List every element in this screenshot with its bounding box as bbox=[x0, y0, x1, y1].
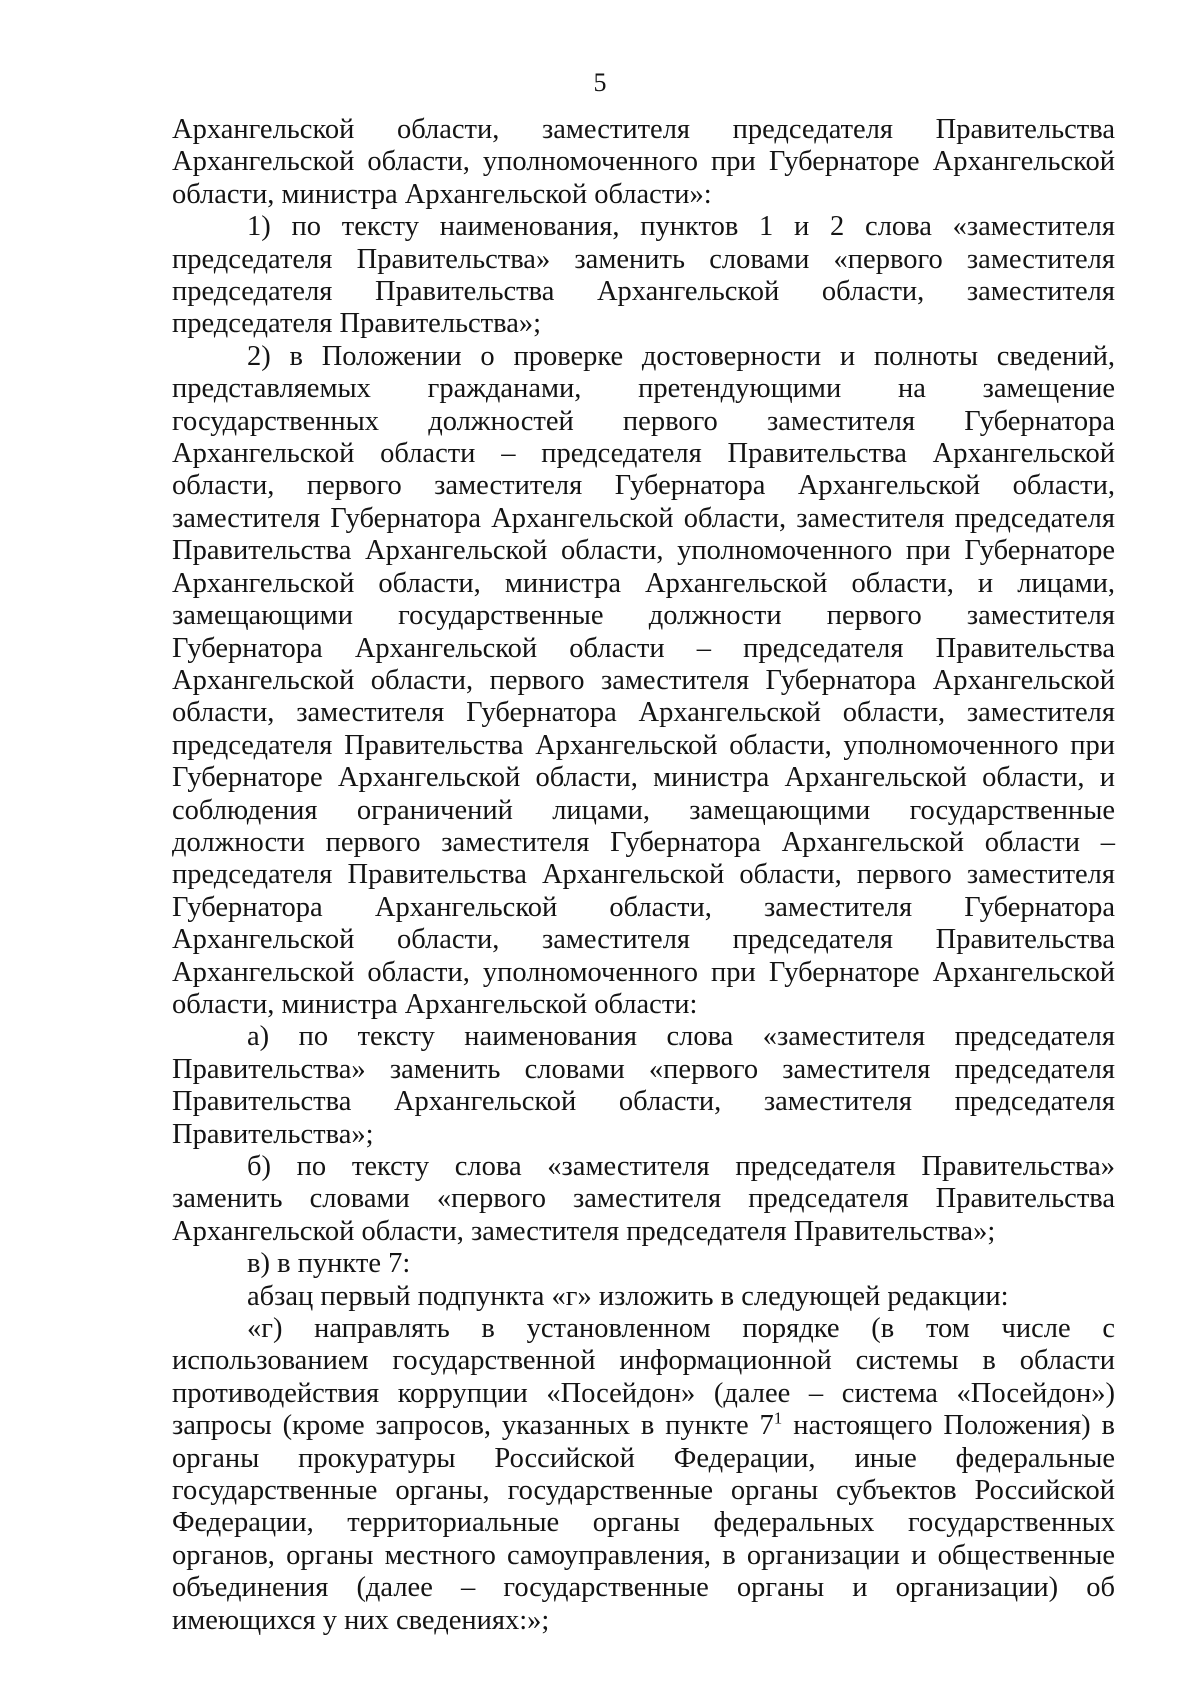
subitem-g-text-end: настоящего Положения) в органы прокуратуры Российской Федерации, иные федеральные государственные органы, государственные органы субъектов Российской Федерации, территориальные органы федеральных государственных органов, органы местного самоуправления, в организации и общественные объединения (далее – государственные органы и организации) об имеющихся у них сведениях:»; bbox=[172, 1410, 1115, 1636]
paragraph-subitem-g bbox=[172, 1313, 1115, 1637]
paragraph-item-v: в) в пункте 7: bbox=[247, 1248, 411, 1280]
paragraph-continuation: Архангельской области, заместителя председателя Правительства Архангельской области, уполномоченного при Губернаторе Архангельской области, министра Архангельской области»: bbox=[172, 114, 1115, 210]
paragraph-item-a: а) по тексту наименования слова «заместителя председателя Правительства» заменить словами «первого заместителя председателя Правительства Архангельской области, заместителя председателя Правительства»; bbox=[172, 1021, 1115, 1150]
paragraph-item-b: б) по тексту слова «заместителя председателя Правительства» заменить словами «первого заместителя председателя Правительства Архангельской области, заместителя председателя Правительства»; bbox=[172, 1151, 1115, 1247]
document-body bbox=[172, 114, 1115, 1637]
paragraph-abzac: абзац первый подпункта «г» изложить в следующей редакции: bbox=[247, 1280, 1009, 1312]
paragraph-item-1: 1) по тексту наименования, пунктов 1 и 2 слова «заместителя председателя Правительства» заменить словами «первого заместителя председателя Правительства Архангельской области, заместителя председателя Правительства»; bbox=[172, 211, 1115, 340]
superscript-index: 1 bbox=[773, 1408, 783, 1428]
subitem-g-text-start: «г) направлять в установленном порядке (в том числе с использованием государственной информационной системы в области противодействия коррупции «Посейдон» (далее – система «Посейдон») запросы (кроме запросов, указанных в пункте 7 bbox=[172, 1313, 1115, 1442]
paragraph-item-2: 2) в Положении о проверке достоверности и полноты сведений, представляемых гражданами, претендующими на замещение государственных должностей первого заместителя Губернатора Архангельской области – председателя Правительства Архангельской области, первого заместителя Губернатора Архангельской области, заместителя Губернатора Архангельской области, заместителя председателя Правительства Архангельской области, уполномоченного при Губернаторе Архангельской области, министра Архангельской области, и лицами, замещающими государственные должности первого заместителя Губернатора Архангельской области – председателя Правительства Архангельской области, первого заместителя Губернатора Архангельской области, заместителя Губернатора Архангельской области, заместителя председателя Правительства Архангельской области, уполномоченного при Губернаторе Архангельской области, министра Архангельской области, и соблюдения ограничений лицами, замещающими государственные должности первого заместителя Губернатора Архангельской области –председателя Правительства Архангельской области, первого заместителя Губернатора Архангельской области, заместителя Губернатора Архангельской области, заместителя председателя Правительства Архангельской области, уполномоченного при Губернаторе Архангельской области, министра Архангельской области: bbox=[172, 340, 1115, 1020]
page-number: 5 bbox=[593, 68, 607, 97]
